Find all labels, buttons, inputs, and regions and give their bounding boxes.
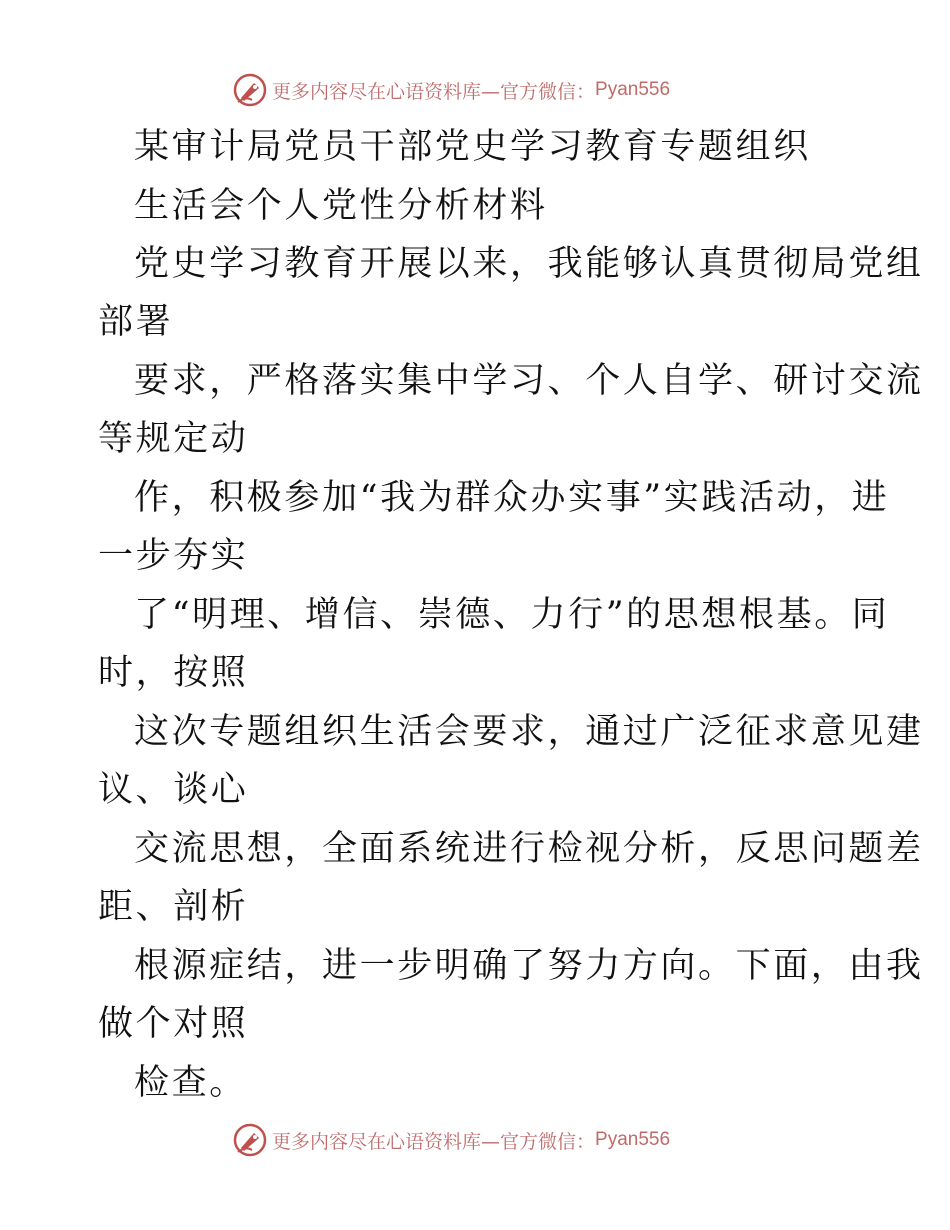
body-line: 了“明理、增信、崇德、力行”的思想根基。同	[134, 595, 890, 635]
watermark-text: 更多内容尽在心语资料库—官方微信：	[272, 1130, 596, 1153]
header-watermark	[232, 70, 670, 110]
body-line: 要求，严格落实集中学习、个人自学、研讨交流	[134, 361, 924, 401]
pen-nib-logo-icon	[232, 72, 268, 108]
body-line: 一步夯实	[98, 536, 249, 576]
body-line: 做个对照	[98, 1004, 249, 1044]
document-title-line-2: 生活会个人党性分析材料	[134, 186, 548, 226]
body-line: 部署	[98, 302, 174, 342]
watermark-text: 更多内容尽在心语资料库—官方微信：	[272, 80, 596, 103]
body-line: 等规定动	[98, 419, 249, 459]
watermark-id: Pyan556	[595, 79, 671, 100]
body-line: 交流思想，全面系统进行检视分析，反思问题差	[134, 829, 924, 869]
body-line: 根源症结，进一步明确了努力方向。下面，由我	[134, 946, 924, 986]
body-line: 距、剖析	[98, 887, 249, 927]
body-line: 检查。	[134, 1063, 247, 1103]
body-line: 时，按照	[98, 653, 249, 693]
body-line: 党史学习教育开展以来，我能够认真贯彻局党组	[134, 244, 924, 284]
body-line: 作，积极参加“我为群众办实事”实践活动，进	[134, 478, 890, 518]
pen-nib-logo-icon	[232, 1122, 268, 1158]
body-line: 议、谈心	[98, 770, 249, 810]
footer-watermark	[232, 1120, 670, 1160]
document-title-line-1: 某审计局党员干部党史学习教育专题组织	[134, 127, 811, 167]
body-line: 这次专题组织生活会要求，通过广泛征求意见建	[134, 712, 924, 752]
watermark-id: Pyan556	[595, 1129, 671, 1150]
